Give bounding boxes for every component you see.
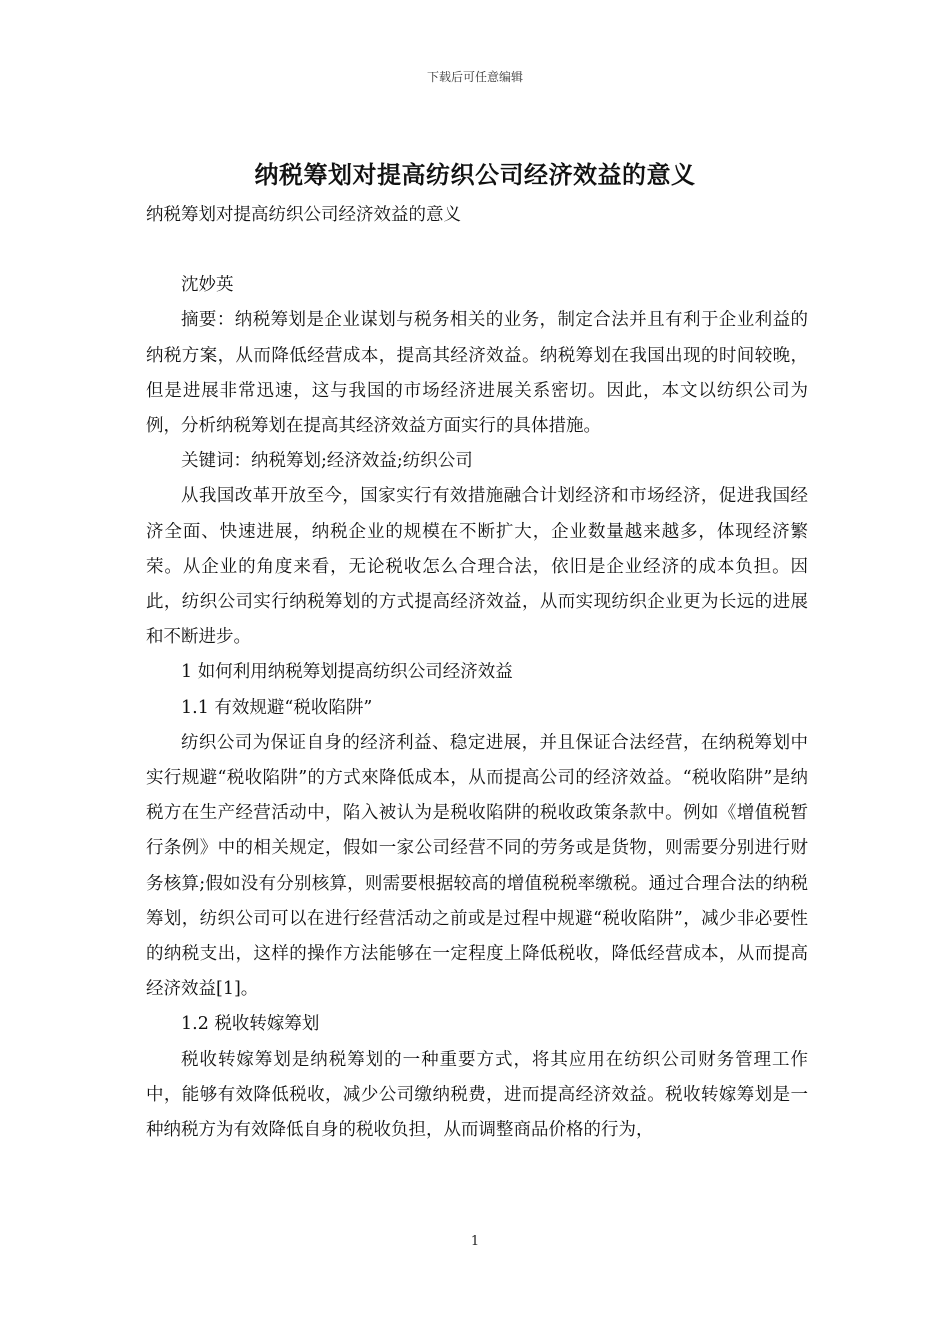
header-note: 下载后可任意编辑 (426, 70, 523, 84)
section-1-1-paragraph: 纺织公司为保证自身的经济利益、稳定进展，并且保证合法经营，在纳税筹划中实行规避“税收陷阱”的方式來降低成本，从而提高公司的经济效益。“税收陷阱”是纳税方在生产经营活动中，陷入被认为是税收陷阱的税收政策条款中。例如《增值税暂行条例》中的相关规定，假如一家公司经营不同的劳务或是货物，则需要分别进行财务核算;假如没有分别核算，则需要根据较高的增值税税率缴税。通过合理合法的纳税筹划，纺织公司可以在进行经营活动之前或是过程中规避“税收陷阱”，减少非必要性的纳税支出，这样的操作方法能够在一定程度上降低税收，降低经营成本，从而提高经济效益[1]。 (146, 732, 808, 1000)
section-1-2-paragraph: 税收转嫁筹划是纳税筹划的一种重要方式，将其应用在纺织公司财务管理工作中，能够有效降低税收，减少公司缴纳税费，进而提高经济效益。税收转嫁筹划是一种纳税方为有效降低自身的税收负担，从而调整商品价格的行为， (146, 1049, 808, 1141)
page-number: 1 (470, 1234, 480, 1249)
abstract-paragraph: 摘要：纳税筹划是企业谋划与税务相关的业务，制定合法并且有利于企业利益的纳税方案，从而降低经营成本，提高其经济效益。纳税筹划在我国出现的时间较晚，但是进展非常迅速，这与我国的市场经济进展关系密切。因此，本文以纺织公司为例，分析纳税筹划在提高其经济效益方面实行的具体措施。 (146, 310, 808, 437)
keywords-line: 关键词：纳税筹划;经济效益;纺织公司 (181, 451, 473, 472)
document-title: 纳税筹划对提高纺织公司经济效益的意义 (254, 160, 696, 189)
intro-paragraph: 从我国改革开放至今，国家实行有效措施融合计划经济和市场经济，促进我国经济全面、快速进展，纳税企业的规模在不断扩大，企业数量越来越多，体现经济繁荣。从企业的角度来看，无论税收怎么合理合法，依旧是企业经济的成本负担。因此，纺织公司实行纳税筹划的方式提高经济效益，从而实现纺织企业更为长远的进展和不断进步。 (146, 486, 808, 648)
section-1-heading: 1 如何利用纳税筹划提高纺织公司经济效益 (181, 662, 513, 683)
section-1-1-heading: 1.1 有效规避“税收陷阱” (181, 697, 373, 718)
document-body (146, 198, 808, 1148)
section-1-2-heading: 1.2 税收转嫁筹划 (181, 1014, 320, 1035)
subtitle: 纳税筹划对提高纺织公司经济效益的意义 (146, 205, 461, 225)
author: 沈妙英 (181, 275, 234, 296)
blank-line (146, 233, 808, 268)
